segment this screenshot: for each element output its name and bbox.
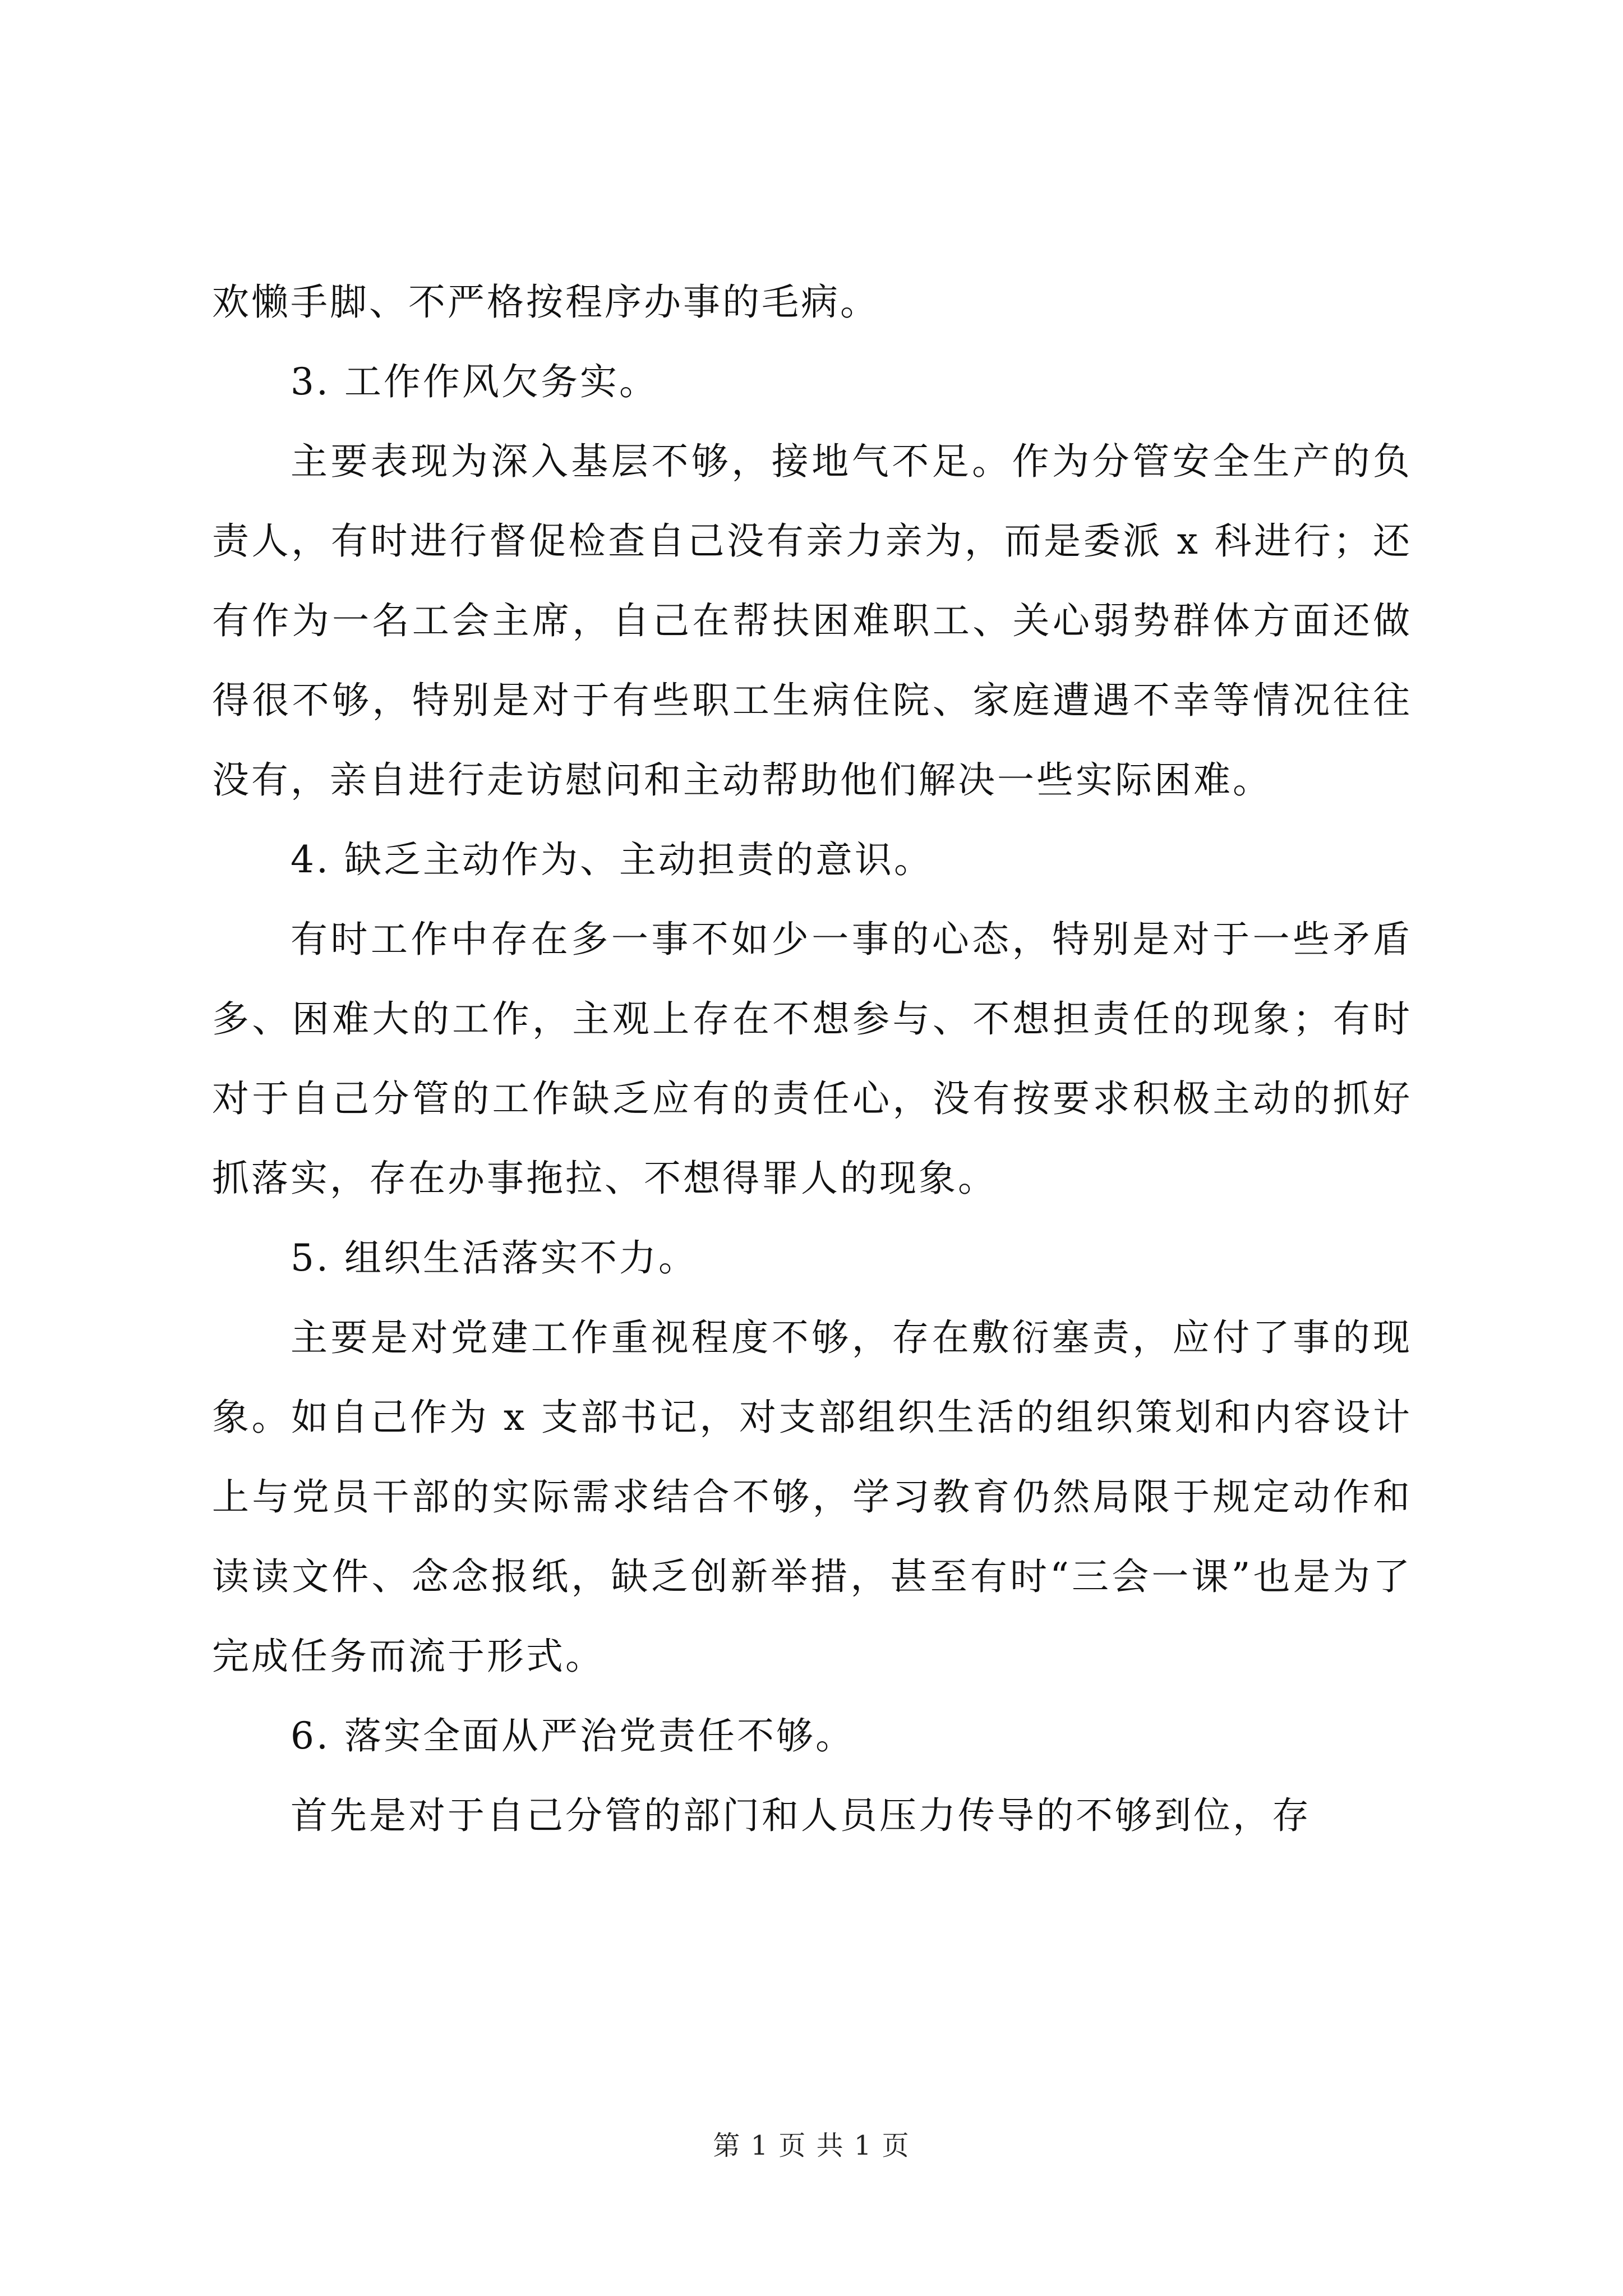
- section-heading-6: 6. 落实全面从严治党责任不够。: [291, 1714, 855, 1757]
- paragraph-section-3: 主要表现为深入基层不够，接地气不足。作为分管安全生产的负责人，有时进行督促检查自己没有亲力亲为，而是委派 x 科进行；还有作为一名工会主席，自己在帮扶困难职工、关心弱势群体方面还做得很不够，特别是对于有些职工生病住院、家庭遭遇不幸等情况往往没有，亲自进行走访慰问和主动帮助他们解决一些实际困难。: [212, 440, 1412, 802]
- page-number-footer: 第 1 页 共 1 页: [713, 2130, 910, 2161]
- paragraph-section-6: 首先是对于自己分管的部门和人员压力传导的不够到位，存: [291, 1794, 1311, 1837]
- paragraph-section-5: 主要是对党建工作重视程度不够，存在敷衍塞责，应付了事的现象。如自己作为 x 支部书记，对支部组织生活的组织策划和内容设计上与党员干部的实际需求结合不够，学习教育仍然局限于规定动作和读读文件、念念报纸，缺乏创新举措，甚至有时“三会一课”也是为了完成任务而流于形式。: [212, 1316, 1412, 1678]
- document-body: [212, 263, 1412, 1856]
- section-heading-4: 4. 缺乏主动作为、主动担责的意识。: [291, 838, 933, 881]
- paragraph-section-4: 有时工作中存在多一事不如少一事的心态，特别是对于一些矛盾多、困难大的工作，主观上存在不想参与、不想担责任的现象；有时对于自己分管的工作缺乏应有的责任心，没有按要求积极主动的抓好抓落实，存在办事拖拉、不想得罪人的现象。: [212, 918, 1412, 1200]
- section-heading-3: 3. 工作作风欠务实。: [291, 360, 658, 403]
- section-heading-5: 5. 组织生活落实不力。: [291, 1236, 698, 1280]
- paragraph-continuation: 欢懒手脚、不严格按程序办事的毛病。: [212, 280, 879, 324]
